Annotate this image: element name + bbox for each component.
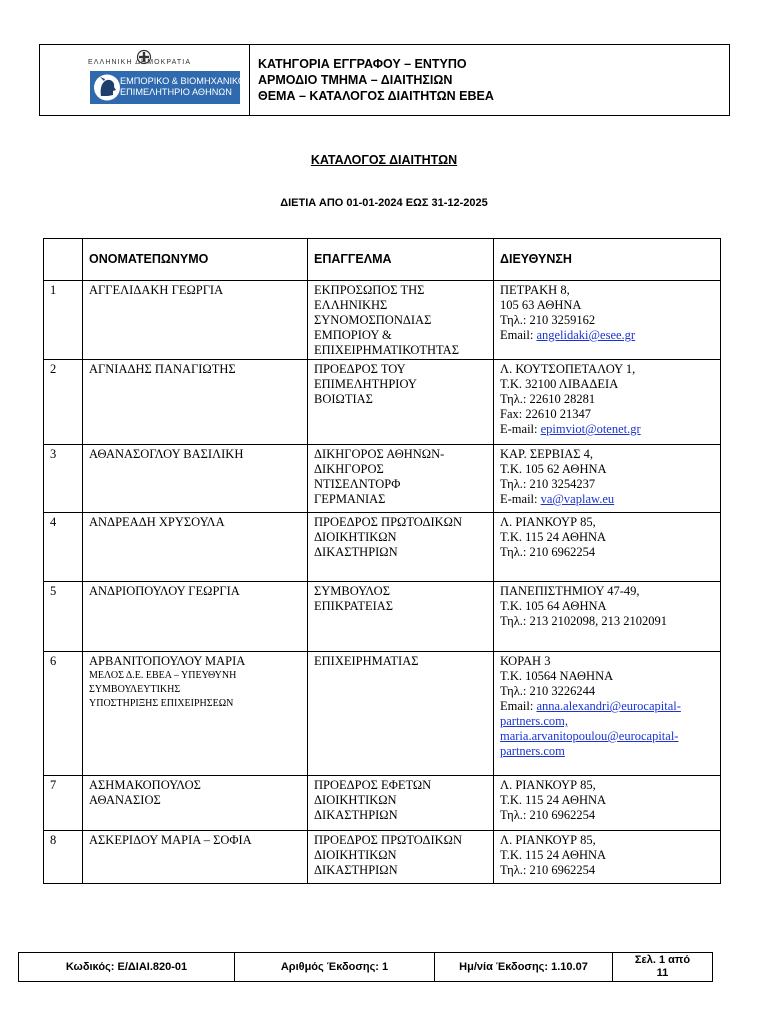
arbitrator-name: ΑΘΑΝΑΣΟΓΛΟΥ ΒΑΣΙΛΙΚΗ <box>89 447 244 461</box>
address-line: Τ.Κ. 32100 ΛΙΒΑΔΕΙΑ <box>500 377 619 391</box>
header-subject: ΘΕΜΑ – ΚΑΤΑΛΟΓΟΣ ΔΙΑΙΤΗΤΩΝ ΕΒΕΑ <box>258 89 494 103</box>
address-line: Τηλ.: 22610 28281 <box>500 392 596 406</box>
address-line: Τηλ.: 210 6962254 <box>500 863 596 877</box>
footer-page-line-1: Σελ. 1 από <box>634 954 691 966</box>
email-link[interactable]: maria.arvanitopoulou@eurocapital- <box>500 729 679 743</box>
profession-line: ΣΥΜΒΟΥΛΟΣ <box>314 584 390 598</box>
address-line: ΚΑΡ. ΣΕΡΒΙΑΣ 4, <box>500 447 594 461</box>
name-cell <box>83 281 308 360</box>
chamber-logo <box>40 45 250 115</box>
arbitrator-name: ΑΝΔΡΕΑΔΗ ΧΡΥΣΟΥΛΑ <box>89 515 225 529</box>
address-line: Τηλ.: 210 6962254 <box>500 545 596 559</box>
page-title: ΚΑΤΑΛΟΓΟΣ ΔΙΑΙΤΗΤΩΝ <box>310 153 458 167</box>
profession-line: ΝΤΙΣΕΛΝΤΟΡΦ <box>314 477 401 491</box>
logo-line-1: ΕΜΠΟΡΙΚΟ & ΒΙΟΜΗΧΑΝΙΚΟ <box>120 76 246 86</box>
footer-date: Ημ/νία Έκδοσης: 1.10.07 <box>435 953 613 982</box>
email-line <box>500 714 714 729</box>
address-line: Τηλ.: 213 2102098, 213 2102091 <box>500 614 667 628</box>
address-line: Τηλ.: 210 3254237 <box>500 477 596 491</box>
document-header <box>39 44 730 116</box>
address-line: Τ.Κ. 105 64 ΑΘΗΝΑ <box>500 599 607 613</box>
profession-line: ΕΚΠΡΟΣΩΠΟΣ ΤΗΣ <box>314 283 425 297</box>
arbitrator-name: ΑΝΔΡΙΟΠΟΥΛΟΥ ΓΕΩΡΓΙΑ <box>89 584 240 598</box>
profession-line: ΒΟΙΩΤΙΑΣ <box>314 392 373 406</box>
address-cell <box>494 445 721 513</box>
profession-line: ΓΕΡΜΑΝΙΑΣ <box>314 492 386 506</box>
address-line: Τηλ.: 210 3259162 <box>500 313 596 327</box>
profession-line: ΕΠΙΚΡΑΤΕΙΑΣ <box>314 599 394 613</box>
address-line: ΠΑΝΕΠΙΣΤΗΜΙΟΥ 47-49, <box>500 584 640 598</box>
profession-line: ΕΛΛΗΝΙΚΗΣ <box>314 298 388 312</box>
name-cell <box>83 582 308 652</box>
email-label: E-mail: <box>500 492 538 506</box>
profession-line: ΕΠΙΧΕΙΡΗΜΑΤΙΚΟΤΗΤΑΣ <box>314 343 459 357</box>
column-header-name: ΟΝΟΜΑΤΕΠΩΝΥΜΟ <box>83 239 308 281</box>
profession-line: ΔΙΚΑΣΤΗΡΙΩΝ <box>314 545 398 559</box>
logo-arc-text: ΕΛΛΗΝΙΚΗ ΔΗΜΟΚΡΑΤΙΑ <box>88 59 192 66</box>
email-line <box>500 422 714 437</box>
address-cell <box>494 776 721 831</box>
address-line: ΠΕΤΡΑΚΗ 8, <box>500 283 570 297</box>
hermes-head-icon <box>92 72 122 103</box>
email-link[interactable]: partners.com <box>500 744 565 758</box>
profession-cell <box>308 360 494 445</box>
arbitrator-name: ΑΣΚΕΡΙΔΟΥ ΜΑΡΙΑ – ΣΟΦΙΑ <box>89 833 252 847</box>
email-line <box>500 492 714 507</box>
name-cell <box>83 776 308 831</box>
address-line: Τηλ.: 210 6962254 <box>500 808 596 822</box>
address-line: 105 63 ΑΘΗΝΑ <box>500 298 582 312</box>
footer-page <box>613 953 713 982</box>
arbitrators-table <box>43 238 721 884</box>
email-link[interactable]: epimviot@otenet.gr <box>540 422 641 436</box>
table-row <box>44 831 721 884</box>
logo-line-2: ΕΠΙΜΕΛΗΤΗΡΙΟ ΑΘΗΝΩΝ <box>120 87 232 97</box>
table-row <box>44 360 721 445</box>
name-cell <box>83 831 308 884</box>
email-line <box>500 744 714 759</box>
arbitrator-name-line-2: ΑΘΑΝΑΣΙΟΣ <box>89 793 161 807</box>
name-cell <box>83 445 308 513</box>
address-cell <box>494 360 721 445</box>
profession-line: ΔΙΟΙΚΗΤΙΚΩΝ <box>314 530 397 544</box>
header-text <box>250 45 729 115</box>
row-number: 1 <box>44 281 83 360</box>
profession-cell <box>308 582 494 652</box>
profession-line: ΠΡΟΕΔΡΟΣ ΠΡΩΤΟΔΙΚΩΝ <box>314 515 462 529</box>
header-category: ΚΑΤΗΓΟΡΙΑ ΕΓΓΡΑΦΟΥ – ΕΝΤΥΠΟ <box>258 57 467 71</box>
profession-line: ΕΜΠΟΡΙΟΥ & <box>314 328 392 342</box>
name-cell <box>83 513 308 582</box>
profession-line: ΠΡΟΕΔΡΟΣ ΠΡΩΤΟΔΙΚΩΝ <box>314 833 462 847</box>
email-label: Email: <box>500 328 534 342</box>
table-row <box>44 652 721 776</box>
profession-line: ΔΙΟΙΚΗΤΙΚΩΝ <box>314 848 397 862</box>
address-cell <box>494 513 721 582</box>
arbitrator-name: ΑΣΗΜΑΚΟΠΟΥΛΟΣ <box>89 778 201 792</box>
profession-line: ΣΥΝΟΜΟΣΠΟΝΔΙΑΣ <box>314 313 432 327</box>
email-line <box>500 729 714 744</box>
arbitrator-note-line: ΣΥΜΒΟΥΛΕΥΤΙΚΗΣ <box>89 684 181 695</box>
profession-line: ΔΙΚΑΣΤΗΡΙΩΝ <box>314 808 398 822</box>
address-line: Λ. ΡΙΑΝΚΟΥΡ 85, <box>500 833 596 847</box>
email-link[interactable]: partners.com, <box>500 714 569 728</box>
address-cell <box>494 281 721 360</box>
footer-edition: Αριθμός Έκδοσης: 1 <box>235 953 435 982</box>
email-label: E-mail: <box>500 422 538 436</box>
name-cell <box>83 652 308 776</box>
arbitrator-note-line: ΥΠΟΣΤΗΡΙΞΗΣ ΕΠΙΧΕΙΡΗΣΕΩΝ <box>89 698 234 709</box>
header-department: ΑΡΜΟΔΙΟ ΤΜΗΜΑ – ΔΙΑΙΤΗΣΙΩΝ <box>258 73 453 87</box>
address-line: Τ.Κ. 115 24 ΑΘΗΝΑ <box>500 793 607 807</box>
arbitrator-name: ΑΓΝΙΑΔΗΣ ΠΑΝΑΓΙΩΤΗΣ <box>89 362 236 376</box>
address-cell <box>494 652 721 776</box>
table-row <box>44 582 721 652</box>
row-number: 3 <box>44 445 83 513</box>
table-row <box>44 513 721 582</box>
profession-cell <box>308 281 494 360</box>
profession-cell <box>308 652 494 776</box>
row-number: 7 <box>44 776 83 831</box>
row-number: 4 <box>44 513 83 582</box>
profession-line: ΔΙΟΙΚΗΤΙΚΩΝ <box>314 793 397 807</box>
row-number: 8 <box>44 831 83 884</box>
profession-line: ΠΡΟΕΔΡΟΣ ΕΦΕΤΩΝ <box>314 778 432 792</box>
column-header-address: ΔΙΕΥΘΥΝΣΗ <box>494 239 721 281</box>
profession-cell <box>308 831 494 884</box>
address-cell <box>494 831 721 884</box>
profession-line: ΔΙΚΑΣΤΗΡΙΩΝ <box>314 863 398 877</box>
footer-page-line-2: 11 <box>656 967 669 979</box>
address-line: Λ. ΚΟΥΤΣΟΠΕΤΑΛΟΥ 1, <box>500 362 636 376</box>
name-cell <box>83 360 308 445</box>
address-line: Τ.Κ. 10564 ΝΑΘΗΝΑ <box>500 669 614 683</box>
row-number: 2 <box>44 360 83 445</box>
address-line: Λ. ΡΙΑΝΚΟΥΡ 85, <box>500 515 596 529</box>
column-header-profession: ΕΠΑΓΓΕΛΜΑ <box>308 239 494 281</box>
address-line: Τ.Κ. 115 24 ΑΘΗΝΑ <box>500 848 607 862</box>
email-link[interactable]: anna.alexandri@eurocapital- <box>536 699 681 713</box>
table-row <box>44 445 721 513</box>
profession-line: ΕΠΙΜΕΛΗΤΗΡΙΟΥ <box>314 377 417 391</box>
address-line: Fax: 22610 21347 <box>500 407 591 421</box>
profession-line: ΔΙΚΗΓΟΡΟΣ <box>314 462 384 476</box>
address-line: Τ.Κ. 105 62 ΑΘΗΝΑ <box>500 462 607 476</box>
arbitrator-name: ΑΓΓΕΛΙΔΑΚΗ ΓΕΩΡΓΙΑ <box>89 283 224 297</box>
arbitrator-name: ΑΡΒΑΝΙΤΟΠΟΥΛΟΥ ΜΑΡΙΑ <box>89 654 246 668</box>
address-line: Λ. ΡΙΑΝΚΟΥΡ 85, <box>500 778 596 792</box>
column-header-number <box>44 239 83 281</box>
profession-cell <box>308 513 494 582</box>
table-header-row <box>44 239 721 281</box>
document-footer <box>18 952 713 982</box>
profession-cell <box>308 445 494 513</box>
profession-line: ΕΠΙΧΕΙΡΗΜΑΤΙΑΣ <box>314 654 419 668</box>
footer-code: Κωδικός: Ε/ΔΙΑΙ.820-01 <box>19 953 235 982</box>
row-number: 5 <box>44 582 83 652</box>
address-line: ΚΟΡΑΗ 3 <box>500 654 551 668</box>
address-line: Τηλ.: 210 3226244 <box>500 684 596 698</box>
table-row <box>44 776 721 831</box>
address-line: Τ.Κ. 115 24 ΑΘΗΝΑ <box>500 530 607 544</box>
email-line <box>500 328 714 343</box>
email-link[interactable]: va@vaplaw.eu <box>540 492 615 506</box>
row-number: 6 <box>44 652 83 776</box>
email-link[interactable]: angelidaki@esee.gr <box>536 328 636 342</box>
profession-cell <box>308 776 494 831</box>
arbitrator-note-line: ΜΕΛΟΣ Δ.Ε. ΕΒΕΑ – ΥΠΕΥΘΥΝΗ <box>89 670 237 681</box>
profession-line: ΔΙΚΗΓΟΡΟΣ ΑΘΗΝΩΝ- <box>314 447 445 461</box>
address-cell <box>494 582 721 652</box>
period-subtitle: ΔΙΕΤΙΑ ΑΠΟ 01-01-2024 ΕΩΣ 31-12-2025 <box>280 197 488 209</box>
email-line <box>500 699 714 714</box>
email-label: Email: <box>500 699 534 713</box>
profession-line: ΠΡΟΕΔΡΟΣ ΤΟΥ <box>314 362 406 376</box>
table-row <box>44 281 721 360</box>
